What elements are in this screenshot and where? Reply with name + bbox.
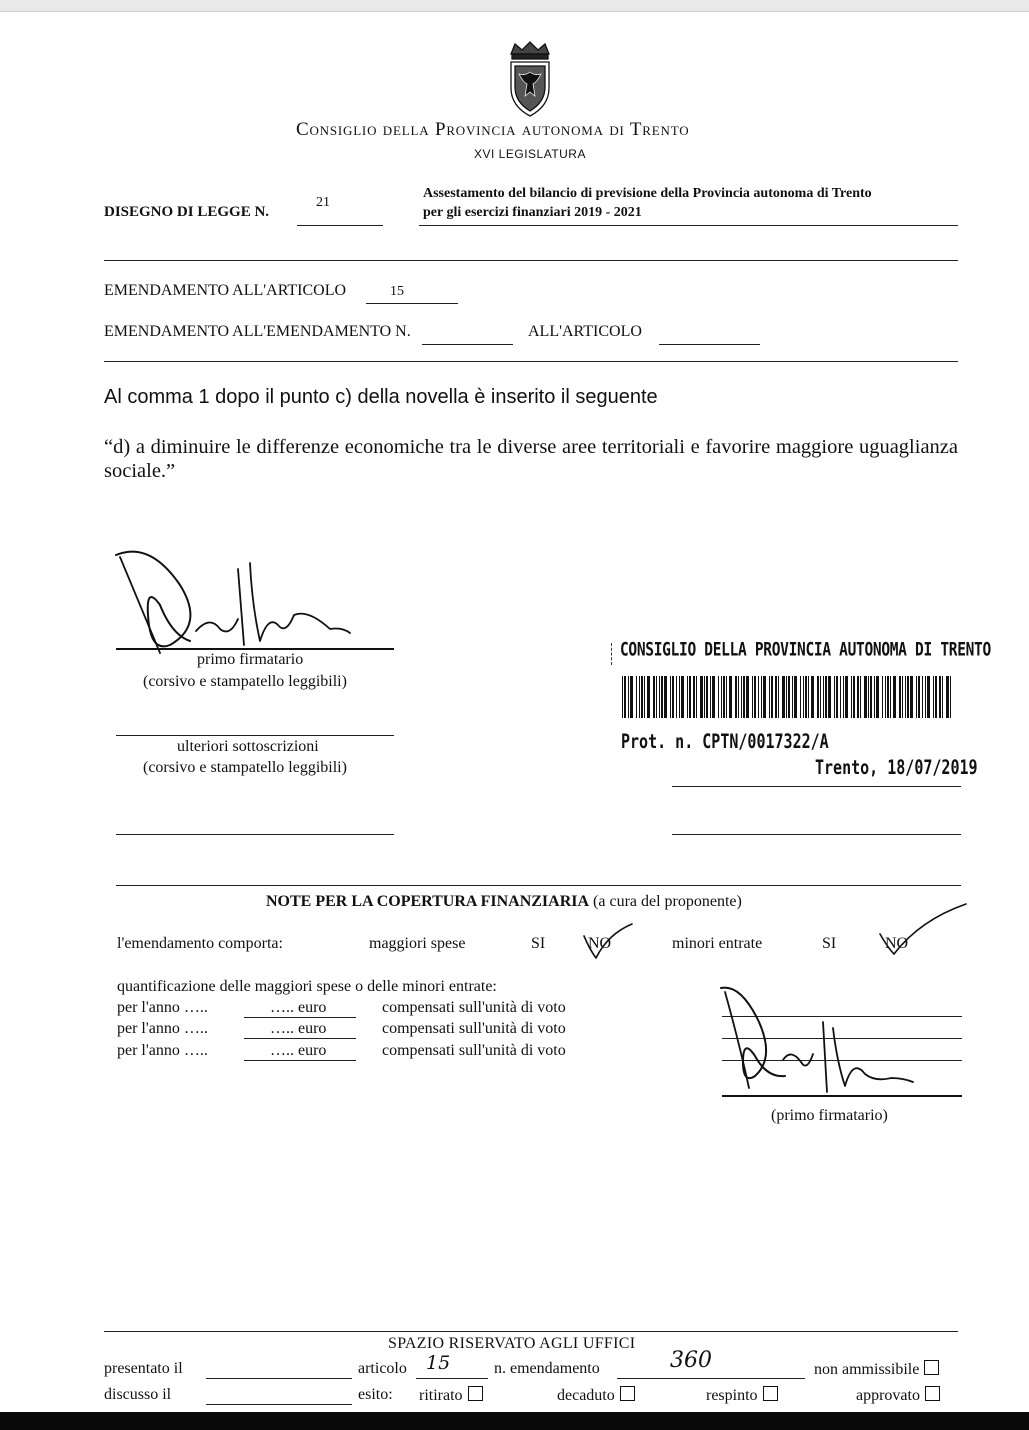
coverage-year: per l'anno ….. xyxy=(117,1042,208,1059)
stamp-place-date: Trento, 18/07/2019 xyxy=(815,756,978,780)
bill-title-line2: per gli esercizi finanziari 2019 - 2021 xyxy=(423,205,642,220)
amend-number-underline xyxy=(422,344,513,345)
coverage-amount: ….. euro xyxy=(270,1042,327,1059)
coverage-comp: compensati sull'unità di voto xyxy=(382,999,566,1016)
bill-title-line1: Assestamento del bilancio di previsione della Provincia autonoma di Trento xyxy=(423,186,872,201)
primo-firmatario-note: (corsivo e stampatello leggibili) xyxy=(143,673,347,690)
coverage-implies-label: l'emendamento comporta: xyxy=(117,935,283,952)
lapsed-checkbox[interactable] xyxy=(620,1386,635,1401)
coverage-signer-label: (primo firmatario) xyxy=(771,1107,888,1124)
discussed-field[interactable] xyxy=(206,1404,352,1405)
withdrawn-checkbox[interactable] xyxy=(468,1386,483,1401)
office-article-field[interactable] xyxy=(416,1378,488,1379)
signature-line xyxy=(116,834,394,835)
bill-number-underline xyxy=(297,225,383,226)
divider xyxy=(104,1331,958,1332)
approved-option[interactable] xyxy=(856,1386,940,1405)
approved-checkbox[interactable] xyxy=(925,1386,940,1401)
amend-no-label: n. emendamento xyxy=(494,1360,600,1377)
divider xyxy=(104,260,958,261)
less-income-si: SI xyxy=(822,935,837,952)
withdrawn-option[interactable] xyxy=(419,1386,483,1405)
approved-label: approvato xyxy=(856,1387,920,1404)
amendment-intro: Al comma 1 dopo il punto c) della novella è inserito il seguente xyxy=(104,386,658,408)
check-mark-icon xyxy=(580,920,636,962)
amend-no-value: 360 xyxy=(670,1348,712,1373)
office-article-value: 15 xyxy=(426,1352,451,1374)
presented-label: presentato il xyxy=(104,1360,183,1377)
council-title: Consiglio della Provincia autonoma di Trento xyxy=(296,119,690,140)
more-spending-si: SI xyxy=(531,935,546,952)
amend-of-amend-label: EMENDAMENTO ALL'EMENDAMENTO N. xyxy=(104,323,411,340)
coverage-year: per l'anno ….. xyxy=(117,999,208,1016)
primo-firmatario-label: primo firmatario xyxy=(197,651,304,668)
amend-article-underline xyxy=(659,344,760,345)
signature-primo-firmatario xyxy=(110,545,360,665)
lapsed-option[interactable] xyxy=(557,1386,635,1405)
legislature-label: XVI LEGISLATURA xyxy=(474,147,586,161)
coverage-amount: ….. euro xyxy=(270,999,327,1016)
coverage-title: NOTE PER LA COPERTURA FINANZIARIA (a cura del proponente) xyxy=(266,893,742,910)
not-admissible-label: non ammissibile xyxy=(814,1361,920,1378)
amount-underline xyxy=(244,1017,356,1018)
coverage-comp: compensati sull'unità di voto xyxy=(382,1020,566,1037)
not-admissible-option[interactable] xyxy=(814,1360,939,1379)
rejected-label: respinto xyxy=(706,1387,758,1404)
amend-article-label: ALL'ARTICOLO xyxy=(528,323,642,340)
signature-line xyxy=(672,834,961,835)
amount-underline xyxy=(244,1038,356,1039)
article-underline xyxy=(366,303,458,304)
bill-number: 21 xyxy=(316,195,330,210)
less-income-no: NO xyxy=(885,935,909,952)
coverage-year: per l'anno ….. xyxy=(117,1020,208,1037)
coverage-amount: ….. euro xyxy=(270,1020,327,1037)
bill-label: DISEGNO DI LEGGE N. xyxy=(104,204,270,220)
stamp-protocol: Prot. n. CPTN/0017322/A xyxy=(621,730,829,754)
signature-line xyxy=(116,735,394,736)
further-signatures-note: (corsivo e stampatello leggibili) xyxy=(143,759,347,776)
withdrawn-label: ritirato xyxy=(419,1387,463,1404)
more-spending-no: NO xyxy=(588,935,612,952)
divider xyxy=(116,885,961,886)
bill-title-underline xyxy=(419,225,958,226)
amendment-article-label: EMENDAMENTO ALL'ARTICOLO xyxy=(104,282,347,299)
office-article-label: articolo xyxy=(358,1360,407,1377)
presented-field[interactable] xyxy=(206,1378,352,1379)
amend-no-field[interactable] xyxy=(617,1378,805,1379)
window-bottom-bar xyxy=(0,1412,1029,1430)
amount-underline xyxy=(244,1060,356,1061)
stamp-line xyxy=(672,786,961,787)
not-admissible-checkbox[interactable] xyxy=(924,1360,939,1375)
barcode xyxy=(612,676,958,720)
window-top-bar xyxy=(0,0,1029,12)
coat-of-arms-icon xyxy=(503,40,557,120)
rejected-checkbox[interactable] xyxy=(763,1386,778,1401)
further-signatures-label: ulteriori sottoscrizioni xyxy=(177,738,319,755)
more-spending-label: maggiori spese xyxy=(369,935,466,952)
less-income-label: minori entrate xyxy=(672,935,763,952)
discussed-label: discusso il xyxy=(104,1386,172,1403)
stamp-border xyxy=(611,643,612,665)
outcome-label: esito: xyxy=(358,1386,393,1403)
coverage-comp: compensati sull'unità di voto xyxy=(382,1042,566,1059)
stamp-council: CONSIGLIO DELLA PROVINCIA AUTONOMA DI TRENTO xyxy=(620,640,991,661)
rejected-option[interactable] xyxy=(706,1386,778,1405)
amendment-text: “d) a diminuire le differenze economiche tra le diverse aree territoriali e favorire maggiore uguaglianza sociale.” xyxy=(104,436,958,482)
lapsed-label: decaduto xyxy=(557,1387,615,1404)
amendment-article-value: 15 xyxy=(390,284,404,299)
signature-coverage xyxy=(715,982,925,1102)
quantification-label: quantificazione delle maggiori spese o delle minori entrate: xyxy=(117,978,497,995)
divider xyxy=(104,361,958,362)
check-mark-icon xyxy=(876,900,970,960)
office-title: SPAZIO RISERVATO AGLI UFFICI xyxy=(388,1335,636,1352)
signature-line xyxy=(116,648,394,650)
